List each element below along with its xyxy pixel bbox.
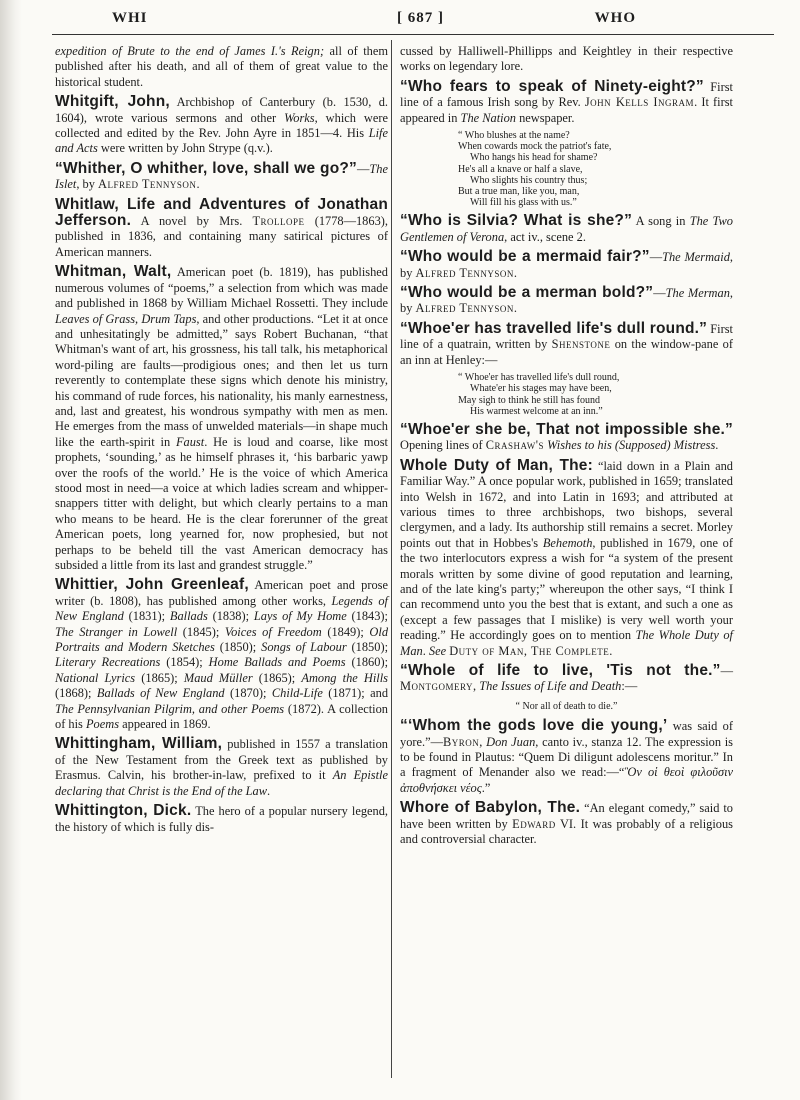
italic-title: An Epistle declaring that Christ is the End of the Law (55, 768, 388, 798)
dictionary-entry (400, 458, 733, 659)
entry-text: (1865); (135, 670, 184, 685)
dictionary-entry (55, 161, 388, 193)
entry-text: (1849); (321, 624, 370, 639)
entry-text: , (473, 679, 480, 694)
running-head-left: WHI (112, 10, 148, 26)
dictionary-entry (400, 321, 733, 368)
dictionary-entry (55, 44, 388, 90)
entry-text: A song in (632, 214, 690, 229)
italic-title: Lays of My Home (253, 609, 347, 624)
entry-text: (1871); and (322, 686, 389, 701)
entry-text: were written by John Strype (q.v.). (97, 141, 273, 156)
italic-title: Behemoth (542, 535, 593, 550)
small-caps-name: Trollope (252, 214, 305, 229)
italic-title: The Merman (665, 286, 730, 301)
entry-text: , canto iv., stanza 12. The expression is to be found in Plautus: “Quem Di diligunt adolescens moritur.” In a fragment of Menander also we read:—“ (400, 734, 734, 780)
verse-line: “ Who blushes at the name? (458, 130, 570, 142)
dictionary-entry (400, 663, 733, 695)
italic-title: Ballads (169, 609, 208, 624)
italic-title: Legends of New England (55, 593, 388, 624)
italic-title: See (428, 643, 447, 658)
entry-text: (1843); (346, 609, 388, 624)
verse-line: Who slights his country thus; (470, 174, 588, 186)
italic-title: National Lyrics (55, 670, 136, 685)
entry-text: — (357, 161, 370, 176)
entry-text: . He is loud and coarse, like most prophets, ‘sounding,’ as he himself phrases it, ‘his barbaric yawp over the roofs of the world.’ He is the voice of which America stood most in need—a voice at which ladies scream and whipper-snappers titter with delight, but which clearly pertains to a man who means to be heard. He is the clear forerunner of the great American poets, long yearned for, now prophesied, but not perhaps to be beheld till the vast American democracy has subsided a little from its last and grandest struggle.” (55, 434, 388, 572)
small-caps-name: Crashaw's (485, 438, 544, 453)
verse-quotation (458, 130, 733, 208)
entry-headword: Whittingham, William, (55, 735, 223, 753)
dictionary-entry (400, 285, 733, 317)
entry-text: . (196, 177, 200, 192)
verse-line: But a true man, like you, man, (458, 186, 580, 198)
entry-text: (1838); (207, 609, 254, 624)
dictionary-entry (400, 718, 733, 796)
header-rule (52, 34, 774, 35)
entry-text: (1854); (160, 655, 209, 670)
italic-title: Don Juan (486, 734, 536, 749)
entry-text: First line of a famous Irish song by Rev. (400, 79, 733, 110)
verse-line: Will fill his glass with us.” (470, 197, 577, 209)
italic-title: Wishes to his (Supposed) Mistress (547, 438, 716, 453)
small-caps-name: Alfred Tennyson (415, 265, 514, 280)
italic-title: Ballads of New England (96, 686, 225, 701)
dictionary-entry (55, 264, 388, 573)
small-caps-name: Montgomery (400, 679, 474, 694)
verse-line: Who hangs his head for shame? (470, 152, 598, 164)
dictionary-entry (400, 249, 733, 281)
dictionary-entry (55, 94, 388, 157)
entry-text: . (513, 265, 518, 280)
entry-text: , by (400, 286, 733, 316)
small-caps-name: Alfred Tennyson (98, 177, 197, 192)
entry-text: (1868); (55, 686, 97, 701)
entry-text: American poet and prose writer (b. 1808), has published among other works, (55, 578, 388, 608)
entry-text: (1850); (346, 640, 389, 655)
column-divider (391, 40, 392, 1078)
entry-text: (1870); (224, 686, 272, 701)
italic-title: The Two Gentlemen of Verona (400, 214, 733, 244)
entry-text: — (649, 250, 663, 265)
entry-text: , by (400, 250, 733, 280)
dictionary-entry (400, 422, 733, 454)
entry-headword: “Whoe'er she be, That not impossible she.” (400, 420, 733, 438)
dictionary-entry (400, 44, 733, 75)
italic-title: Faust (175, 434, 205, 449)
entry-text: cussed by Halliwell-Phillipps and Keightley in their respective works on legendary lore. (400, 44, 733, 74)
entry-headword: Whole Duty of Man, The: (400, 456, 593, 474)
entry-headword: “Whole of life to live, 'Tis not the.” (400, 662, 721, 680)
entry-text: . (715, 438, 719, 453)
small-caps-name: Byron (443, 734, 480, 749)
entry-headword: Whore of Babylon, The. (400, 799, 581, 817)
entry-text: VI. It was probably of a religious and controversial character. (400, 816, 733, 847)
entry-headword: “Who is Silvia? What is she?” (400, 212, 633, 230)
entry-headword: Whitman, Walt, (55, 263, 172, 281)
entry-text: Archbishop of Canterbury (b. 1530, d. 1604), wrote various sermons and other (55, 95, 389, 125)
italic-title: Leaves of Grass, Drum Taps (55, 311, 197, 326)
entry-text: (1865); (252, 670, 302, 685)
small-caps-name: Edward (512, 816, 556, 831)
entry-text: , and other productions. “Let it at once and unhesitatingly be admitted,” says Robert Buchanan, “that Whitman's want of art, his grossness, his tall talk, his metaphorical word-piling are faults—prodigious ones; and then let us turn reverently to contemplate these signs which denote his ministry, his command of rude forces, his nationality, his manly earnestness, and, last and greatest, his wondrous sympathy with men as men. He emerges from the mass of unwelded materials—in shape much like the earth-spirit in (55, 311, 388, 449)
dictionary-entry (55, 577, 388, 732)
verse-line: “ Whoe'er has travelled life's dull round, (458, 372, 620, 384)
small-caps-name: Duty of Man, The Complete (449, 643, 610, 658)
italic-title: Ὃν οἱ θεοὶ φιλοῦσιν ἀποθνήσκει νέος (400, 765, 734, 795)
entry-text: all of them published after his death, and all of them of great value to the historical student. (55, 44, 388, 89)
entry-headword: “Who would be a mermaid fair?” (400, 248, 650, 266)
entry-headword: “‘Whom the gods love die young,’ (400, 717, 668, 735)
dictionary-entry (55, 197, 388, 261)
small-caps-name: Shenstone (551, 337, 611, 352)
entry-text: (1778—1863), published in 1836, and containing many satirical pictures of American manners. (55, 214, 388, 259)
entry-text: A novel by Mrs. (131, 214, 253, 229)
italic-title: Works (284, 110, 315, 125)
italic-title: The Whole Duty of Man (400, 628, 733, 658)
entry-headword: Whitlaw, Life and Adventures of Jonathan Jefferson. (55, 195, 388, 230)
dictionary-entry (400, 79, 733, 126)
verse-quotation (458, 372, 733, 417)
entry-headword: Whittier, John Greenleaf, (55, 576, 249, 594)
entry-text: The hero of a popular nursery legend, the history of which is fully dis- (55, 804, 388, 834)
verse-line: When cowards mock the patriot's fate, (458, 141, 612, 153)
small-caps-name: Alfred Tennyson (415, 301, 514, 316)
italic-title: Voices of Freedom (224, 624, 322, 639)
entry-text: , act iv., scene 2. (504, 229, 586, 244)
dictionary-entry (400, 800, 733, 847)
entry-text: appeared in 1869. (119, 717, 211, 732)
entry-text: , by (76, 177, 99, 192)
italic-title: Home Ballads and Poems (208, 655, 346, 670)
italic-title: The Stranger in Lowell (55, 624, 178, 639)
entry-text: was said of yore.”— (400, 719, 733, 749)
entry-text: , (479, 734, 487, 749)
entry-text: . (609, 643, 613, 658)
entry-text: . (513, 301, 518, 316)
entry-text: . (267, 783, 271, 798)
left-column (55, 44, 388, 839)
verse-line: May sigh to think he still has found (458, 394, 600, 406)
entry-text: — (720, 664, 733, 679)
italic-title: The Nation (460, 110, 516, 125)
running-head-right: WHO (594, 10, 636, 26)
dictionary-entry (55, 736, 388, 799)
book-binding-edge (0, 0, 22, 1100)
entry-headword: Whitgift, John, (55, 93, 170, 111)
italic-title: Life and Acts (55, 126, 388, 156)
italic-title: Poems (85, 717, 120, 732)
italic-title: Literary Recreations (55, 655, 161, 670)
entry-text: (1831); (123, 609, 170, 624)
entry-text: — (653, 286, 666, 301)
entry-text: :— (621, 679, 638, 694)
italic-title: Songs of Labour (261, 640, 347, 655)
entry-text: published in 1557 a translation of the New Testament from the Greek text as published by Erasmus. Calvin, his brother-in-law, prefixed to it (55, 737, 388, 783)
entry-text: (1872). A collection of his (55, 701, 388, 732)
entry-text: , which were collected and edited by the Rev. John Ayre in 1851—4. His (55, 110, 388, 141)
verse-line: Whate'er his stages may have been, (470, 383, 612, 395)
page-number: [ 687 ] (397, 10, 444, 26)
entry-text: on the window-pane of an inn at Henley:— (400, 337, 734, 367)
entry-text: American poet (b. 1819), has published numerous volumes of “poems,” a selection from which was made and published in 1868 by William Michael Rossetti. They include (55, 265, 388, 311)
italic-title: Among the Hills (301, 670, 388, 685)
entry-text: . It first appeared in (400, 95, 733, 125)
entry-text: , published in 1679, one of the two interlocutors express a wish for “a system of the present morals written by some divine of good reputation and learning, and of the late king's party;” whereupon the other says, “I think I can recommend unto you the best that is extant, and such a one as (except a few passages that I mislike) is very well worth your reading.” He accordingly goes on to mention (400, 535, 733, 643)
entry-text: “laid down in a Plain and Familiar Way.” A once popular work, published in 1659; translated into Welsh in 1672, and into Latin in 1693; and attributed at various times to three archbishops, two bishops, several clergymen, and a lady. Its authorship still remains a secret. Morley points out that in Hobbes's (400, 458, 733, 550)
italic-title: Old Portraits and Modern Sketches (55, 624, 389, 655)
italic-title: expedition of Brute to the end of James I.'s Reign; (55, 44, 325, 58)
italic-title: Child-Life (271, 686, 323, 701)
small-caps-name: John Kells Ingram (584, 95, 695, 110)
entry-text: newspaper. (515, 110, 575, 125)
dictionary-entry (55, 803, 388, 835)
quoted-line: “ Nor all of death to die.” (515, 700, 618, 712)
italic-title: The Islet (55, 161, 388, 192)
entry-text: . (422, 643, 429, 658)
entry-text: Opening lines of (400, 438, 486, 453)
right-column (400, 44, 733, 851)
entry-headword: “Whither, O whither, love, shall we go?” (55, 159, 358, 177)
entry-headword: “Whoe'er has travelled life's dull round.” (400, 319, 708, 337)
entry-text: (1850); (214, 640, 262, 655)
dictionary-entry (400, 213, 733, 245)
entry-headword: “Who would be a merman bold?” (400, 284, 654, 302)
entry-text: (1860); (345, 655, 389, 670)
entry-text: (1845); (177, 624, 225, 639)
italic-title: Maud Müller (183, 670, 253, 685)
verse-line: He's all a knave or half a slave, (458, 163, 583, 175)
entry-headword: “Who fears to speak of Ninety-eight?” (400, 77, 704, 95)
italic-title: The Mermaid (662, 250, 730, 265)
entry-text: .” (481, 780, 491, 795)
entry-headword: Whittington, Dick. (55, 802, 192, 820)
verse-line: His warmest welcome at an inn.” (470, 405, 603, 417)
entry-text: First line of a quatrain, written by (400, 321, 733, 352)
entry-text: “An elegant comedy,” said to have been written by (400, 801, 733, 831)
italic-title: The Pennsylvanian Pilgrim, and other Poems (55, 701, 285, 716)
italic-title: The Issues of Life and Death (479, 679, 622, 694)
